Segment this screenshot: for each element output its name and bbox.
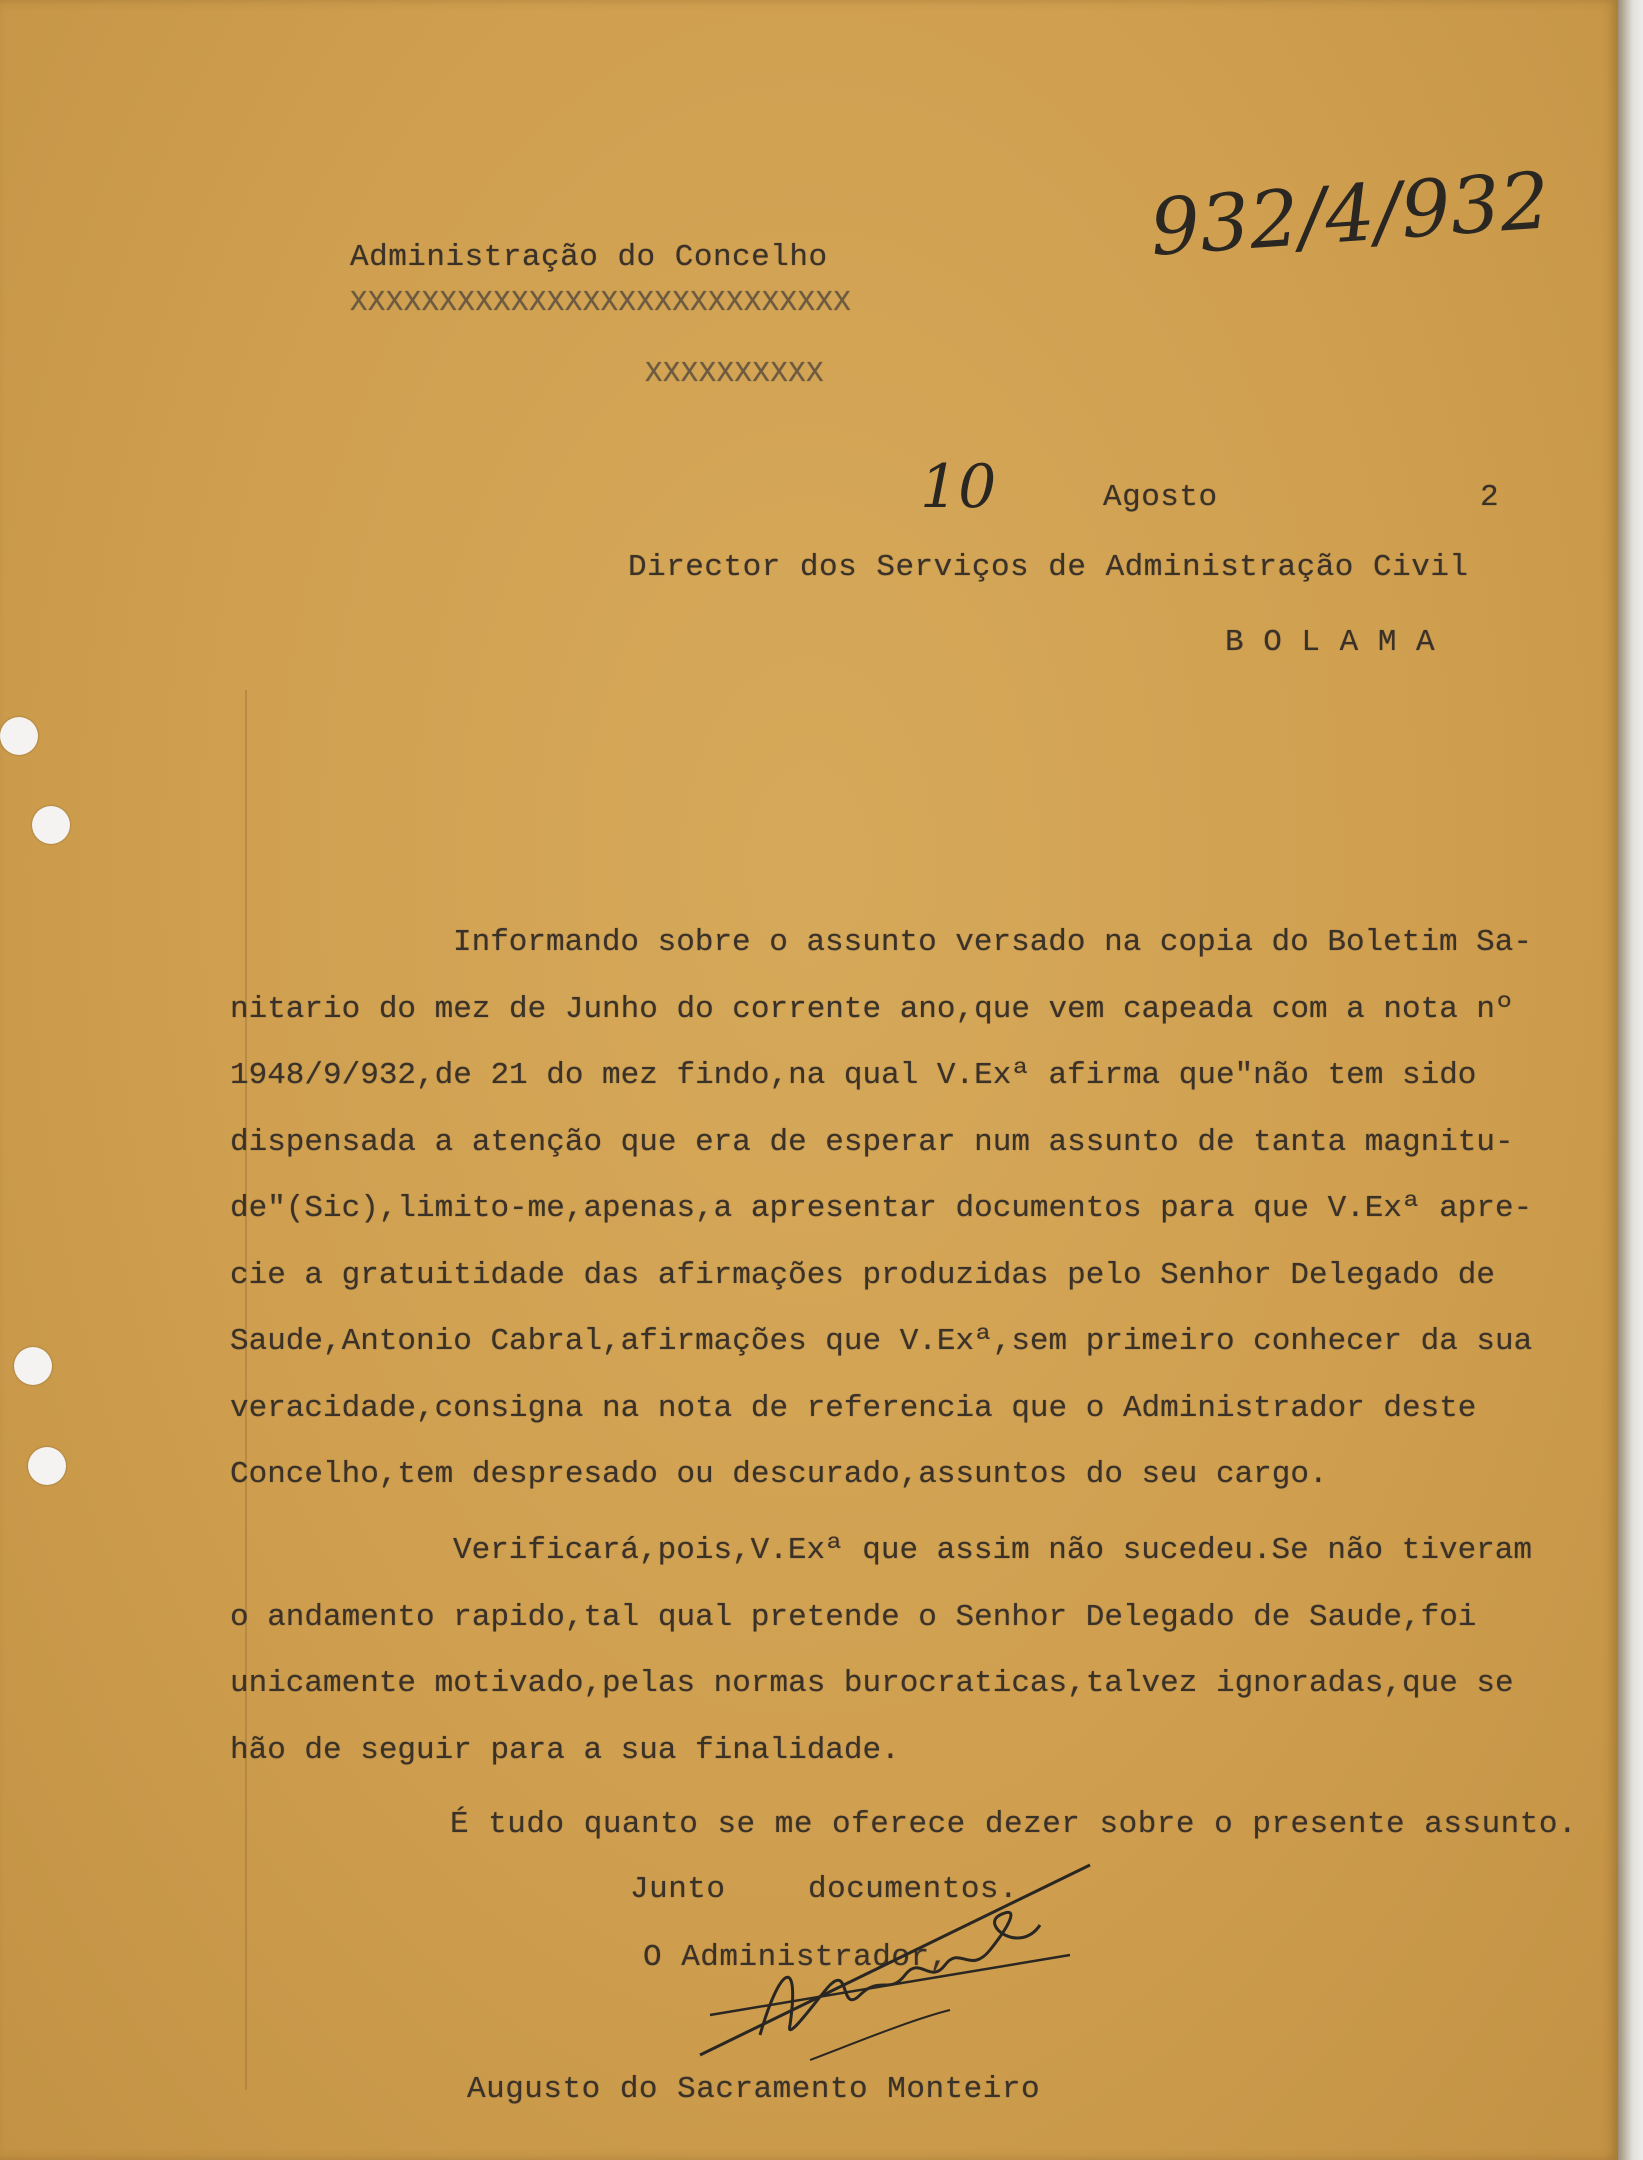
punch-hole-1 [0,717,38,755]
paragraph-1-line: Saude,Antonio Cabral,afirmações que V.Exª,sem primeiro conhecer da sua [230,1324,1533,1359]
body-paragraph-2 [230,1518,1620,1784]
paragraph-1-line: Informando sobre o assunto versado na copia do Boletim Sa- [453,925,1532,960]
handwritten-signature [690,1845,1110,2085]
date-month: Agosto [1103,480,1218,515]
paragraph-1-line: Concelho,tem despresado ou descurado,assuntos do seu cargo. [230,1457,1328,1492]
body-paragraph-3: É tudo quanto se me oferece dezer sobre o presente assunto. [450,1807,1578,1842]
office-heading: Administração do Concelho [350,240,828,275]
paragraph-1-line: veracidade,consigna na nota de referencia que o Administrador deste [230,1390,1477,1426]
punch-hole-2 [32,806,70,844]
punch-hole-4 [28,1447,66,1485]
paragraph-2-line: hão de seguir para a sua finalidade. [230,1732,900,1768]
signatory-name: Augusto do Sacramento Monteiro [467,2072,1041,2107]
date-year-fragment: 2 [1480,480,1500,515]
addressee-title: Director dos Serviços de Administração Civil [628,550,1469,585]
paragraph-2-line: Verificará,pois,V.Exª que assim não sucedeu.Se não tiveram [453,1533,1532,1568]
paragraph-1-line: 1948/9/932,de 21 do mez findo,na qual V.Exª afirma que"não tem sido [230,1058,1477,1093]
signatory-title: O Administrador, [643,1940,949,1975]
enclosure-value: documentos. [808,1872,1019,1907]
addressee-place: B O L A M A [1225,625,1436,660]
paragraph-2-line: unicamente motivado,pelas normas burocraticas,talvez ignoradas,que se [230,1666,1514,1701]
struck-out-line: XXXXXXXXXXXXXXXXXXXXXXXXXXXX [350,286,852,319]
paragraph-1-line: de"(Sic),limito-me,apenas,a apresentar documentos para que V.Exª apre- [230,1191,1533,1226]
paragraph-2-line: o andamento rapido,tal qual pretende o Senhor Delegado de Saude,foi [230,1599,1477,1635]
paragraph-1-line: dispensada a atenção que era de esperar num assunto de tanta magnitu- [230,1124,1514,1160]
page-edge [1618,0,1643,2160]
struck-out-short: XXXXXXXXXX [645,357,825,390]
enclosure-label: Junto [630,1872,726,1907]
paragraph-1-line: nitario do mez de Junho do corrente ano,que vem capeada com a nota nº [230,991,1514,1027]
punch-hole-3 [14,1347,52,1385]
date-day-handwritten: 10 [920,452,997,522]
body-paragraph-1 [230,910,1620,1509]
reference-number-handwritten: 932/4/932 [1147,156,1553,274]
paragraph-1-line: cie a gratuitidade das afirmações produzidas pelo Senhor Delegado de [230,1257,1496,1293]
